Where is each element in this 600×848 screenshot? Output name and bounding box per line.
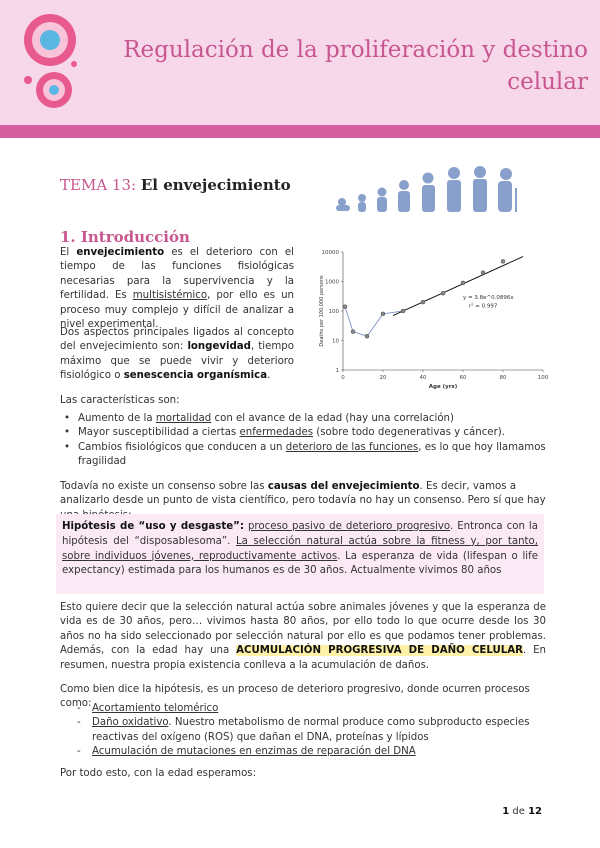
chart-point — [351, 330, 355, 334]
chart-point — [401, 309, 405, 313]
chart-y-axis-label: Deaths per 100,000 persons — [319, 275, 325, 347]
list-item: • Cambios fisiológicos que conducen a un deterioro de las funciones, es lo que hoy llamamos fragilidad — [60, 441, 546, 470]
hypothesis-box: Hipótesis de “uso y desgaste”: proceso pasivo de deterioro progresivo. Entronca con la hipótesis del “disposablesoma”. La selección natural actúa sobre la fitness y, por tanto, sobre individuos jóvenes, reproductivamente activos. La esperanza de vida (lifespan o life expectancy) estimada para los humanos es de 30 años. Actualmente vivimos 80 años — [56, 514, 544, 594]
chart-y-tick-label: 10000 — [321, 250, 339, 256]
chart-point — [421, 300, 425, 304]
chart-x-tick-label: 100 — [537, 375, 549, 381]
list-item: - Acumulación de mutaciones en enzimas de reparación del DNA — [60, 745, 546, 759]
aspects-paragraph: Dos aspectos principales ligados al concepto del envejecimiento son: longevidad, tiempo máximo que se puede vivir y deterioro fisiológico o senescencia organísmica. — [60, 327, 294, 382]
selection-paragraph: Esto quiere decir que la selección natural actúa sobre animales jóvenes y que la esperanza de vida es de 30 años, pero… vivimos hasta 80 años, por ello todo lo que ocurre desde los 30 años no ha sido seleccionado por selección natural por ello es que podamos tener problemas. Además, con la edad hay una ACUMULACIÓN PROGRESIVA DE DAÑO CELULAR. En resumen, nuestra propia existencia conlleva a la acumulación de daños. — [60, 602, 547, 671]
chart-fit-line — [393, 257, 523, 316]
chart-x-axis-label: Age (yrs) — [428, 384, 458, 390]
cell-logo-icon — [14, 6, 84, 114]
characteristics-intro: Las características son: — [60, 395, 180, 406]
topic-heading: TEMA 13: El envejecimiento — [60, 176, 291, 194]
chart-equation: y = 3.8e^0.0896x — [463, 294, 514, 301]
header-band — [0, 0, 600, 125]
processes-intro: Como bien dice la hipótesis, es un proceso de deterioro progresivo, donde ocurren procesos como: — [60, 684, 530, 710]
chart-point — [365, 334, 369, 338]
processes-list — [60, 702, 546, 760]
list-item: • Mayor susceptibilidad a ciertas enfermedades (sobre todo degenerativas y cáncer). — [60, 426, 546, 440]
aging-silhouettes-icon — [330, 158, 525, 213]
closing-paragraph: Por todo esto, con la edad esperamos: — [60, 768, 257, 779]
page-number: 1 de 12 — [502, 806, 542, 817]
chart-x-tick-label: 20 — [379, 375, 387, 381]
chart-point — [481, 271, 485, 275]
mortality-chart — [303, 240, 550, 390]
chart-x-tick-label: 60 — [459, 375, 467, 381]
chart-x-tick-label: 40 — [419, 375, 427, 381]
chart-y-tick-label: 1000 — [325, 279, 339, 286]
list-item: - Acortamiento telomérico — [60, 702, 546, 716]
chart-r-squared: r² = 0.997 — [469, 303, 498, 310]
chart-point — [441, 291, 445, 295]
causes-paragraph: Todavía no existe un consenso sobre las causas del envejecimiento. Es decir, vamos a analizarlo desde un punto de vista científico, pero todavía no hay un consenso. Pero sí que hay — [60, 481, 546, 507]
header-divider — [0, 125, 600, 138]
chart-y-tick-label: 100 — [328, 309, 339, 315]
chart-point — [381, 312, 385, 316]
intro-paragraph: El envejecimiento es el deterioro con el tiempo de las funciones fisiológicas necesarias para la supervivencia y la fertilidad. Es multisistémico, por ello es un proceso muy complejo y difícil de analizar a nivel experimental. — [60, 247, 294, 331]
section-title: 1. Introducción — [60, 228, 190, 246]
chart-x-tick-label: 0 — [341, 375, 345, 381]
document-title: Regulación de la proliferación y destino celular — [123, 37, 588, 95]
chart-x-tick-label: 80 — [499, 375, 507, 381]
list-item: - Daño oxidativo. Nuestro metabolismo de normal produce como subproducto especies reactivas del oxígeno (ROS) que dañan el DNA, proteínas y lípidos — [60, 716, 546, 745]
chart-point — [501, 259, 505, 263]
chart-point — [461, 281, 465, 285]
chart-point — [343, 305, 347, 309]
chart-y-tick-label: 1 — [335, 368, 339, 374]
characteristics-list — [60, 412, 546, 470]
list-item: • Aumento de la mortalidad con el avance de la edad (hay una correlación) — [60, 412, 546, 426]
chart-y-tick-label: 10 — [332, 338, 339, 345]
